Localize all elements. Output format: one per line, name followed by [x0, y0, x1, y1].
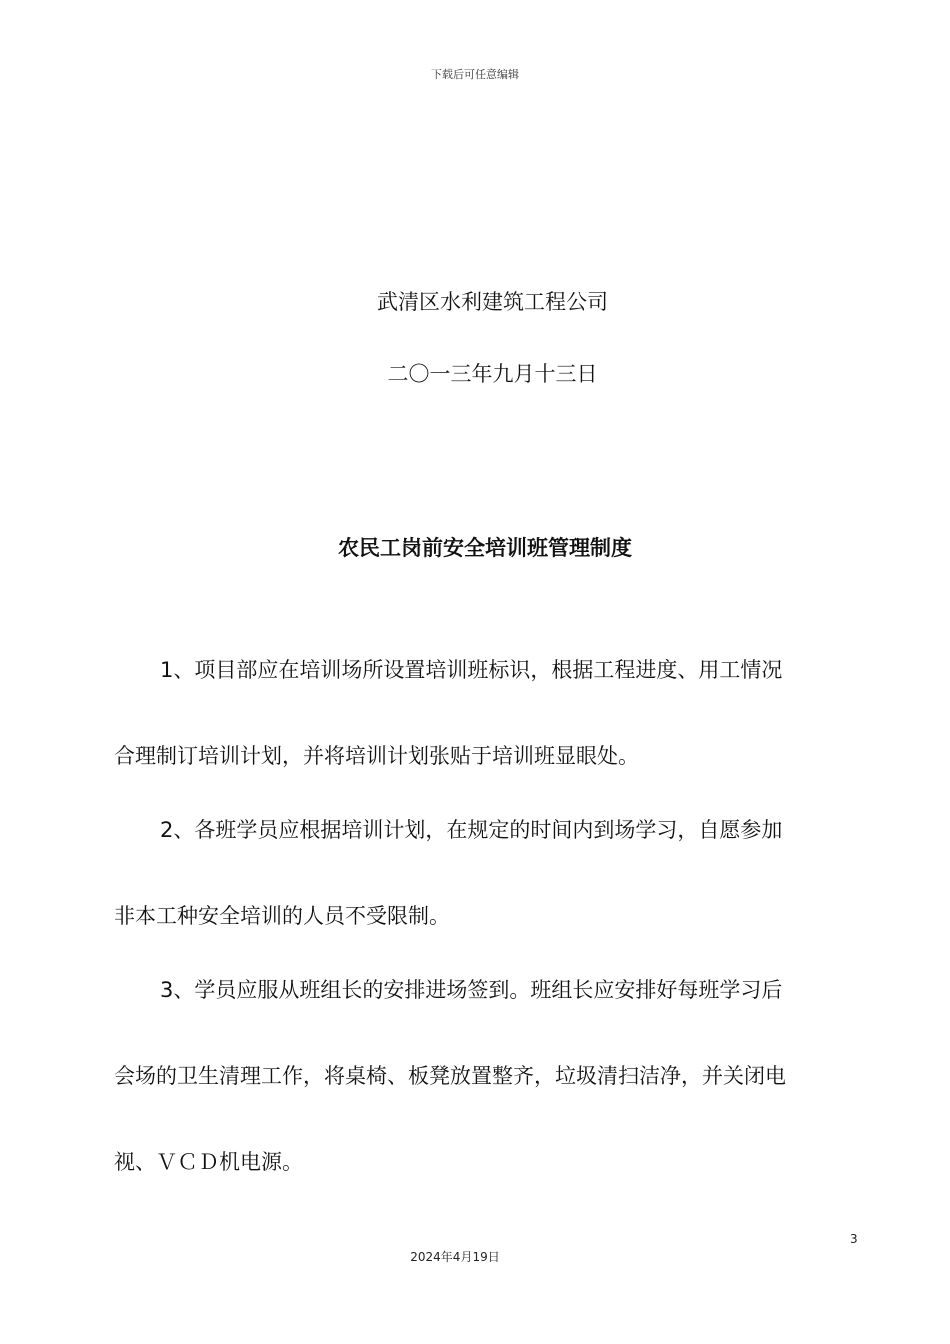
header-note: 下载后可任意编辑: [431, 68, 519, 81]
paragraph-line: 非本工种安全培训的人员不受限制。: [114, 904, 450, 928]
paragraph-line: 1、项目部应在培训场所设置培训班标识，根据工程进度、用工情况: [160, 658, 783, 682]
cover-date: 二〇一三年九月十三日: [387, 362, 598, 386]
paragraph-line: 视、ＶＣＤ机电源。: [114, 1150, 303, 1174]
paragraph-line: 合理制订培训计划，并将培训计划张贴于培训班显眼处。: [114, 744, 639, 768]
company-name: 武清区水利建筑工程公司: [377, 290, 608, 314]
paragraph-line: 3、学员应服从班组长的安排进场签到。班组长应安排好每班学习后: [160, 978, 783, 1002]
paragraph-line: 2、各班学员应根据培训计划，在规定的时间内到场学习，自愿参加: [160, 818, 783, 842]
document-title: 农民工岗前安全培训班管理制度: [338, 536, 632, 560]
page-number: 3: [850, 1232, 858, 1246]
footer-date: 2024年4月19日: [410, 1250, 500, 1264]
paragraph-line: 会场的卫生清理工作，将桌椅、板凳放置整齐，垃圾清扫洁净，并关闭电: [114, 1064, 786, 1088]
